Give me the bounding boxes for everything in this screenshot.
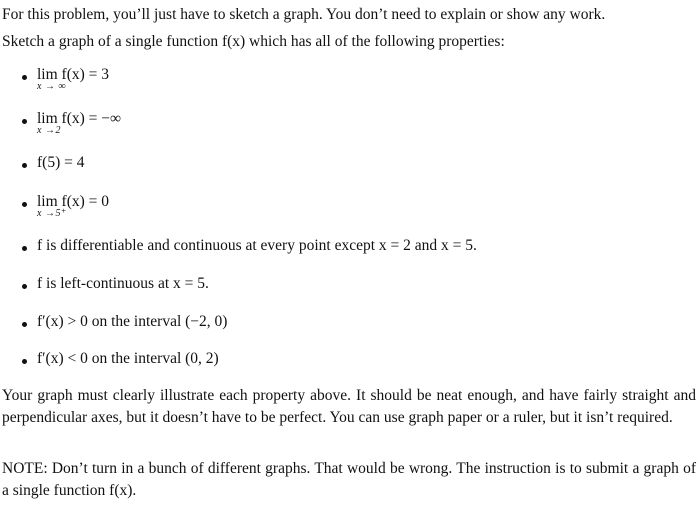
limit-expression	[37, 110, 122, 136]
property-value-at-5: f(5) = 4	[37, 154, 85, 171]
intro-line-2: Sketch a graph of a single function f(x) which has all of the following properties:	[2, 33, 505, 50]
bullet-marker	[20, 160, 32, 172]
closing-paragraph: Your graph must clearly illustrate each property above. It should be neat enough, and have fairly straight and perpendicular axes, but it doesn’t have to be perfect. You can use graph paper or a ruler, but it isn’t required.	[2, 387, 696, 426]
property-limit-right-of-5	[37, 193, 110, 219]
bullet-marker	[20, 356, 32, 368]
limit-subscript: x → ∞	[37, 81, 67, 92]
bullet-marker	[20, 319, 32, 331]
property-limit-infinity	[37, 66, 110, 92]
bullet-marker	[20, 281, 32, 293]
limit-expression	[37, 66, 110, 92]
limit-main: lim f(x) = 0	[37, 193, 110, 210]
property-differentiability: f is differentiable and continuous at every point except x = 2 and x = 5.	[37, 237, 477, 254]
property-increasing-interval: f′(x) > 0 on the interval (−2, 0)	[37, 313, 228, 330]
property-left-continuity: f is left-continuous at x = 5.	[37, 275, 209, 292]
intro-line-1: For this problem, you’ll just have to sketch a graph. You don’t need to explain or show any work.	[2, 6, 606, 23]
bullet-marker	[20, 116, 32, 128]
limit-expression	[37, 193, 110, 219]
bullet-marker	[20, 243, 32, 255]
property-decreasing-interval: f′(x) < 0 on the interval (0, 2)	[37, 350, 219, 367]
bullet-marker	[20, 199, 32, 211]
limit-subscript: x →5⁺	[37, 208, 67, 219]
bullet-marker	[20, 72, 32, 84]
limit-main: lim f(x) = −∞	[37, 110, 122, 127]
limit-subscript: x →2	[37, 125, 61, 136]
note-paragraph: NOTE: Don’t turn in a bunch of different graphs. That would be wrong. The instruction is to submit a graph of a single function f(x).	[2, 460, 696, 499]
limit-main: lim f(x) = 3	[37, 66, 110, 83]
property-limit-at-2	[37, 110, 122, 136]
